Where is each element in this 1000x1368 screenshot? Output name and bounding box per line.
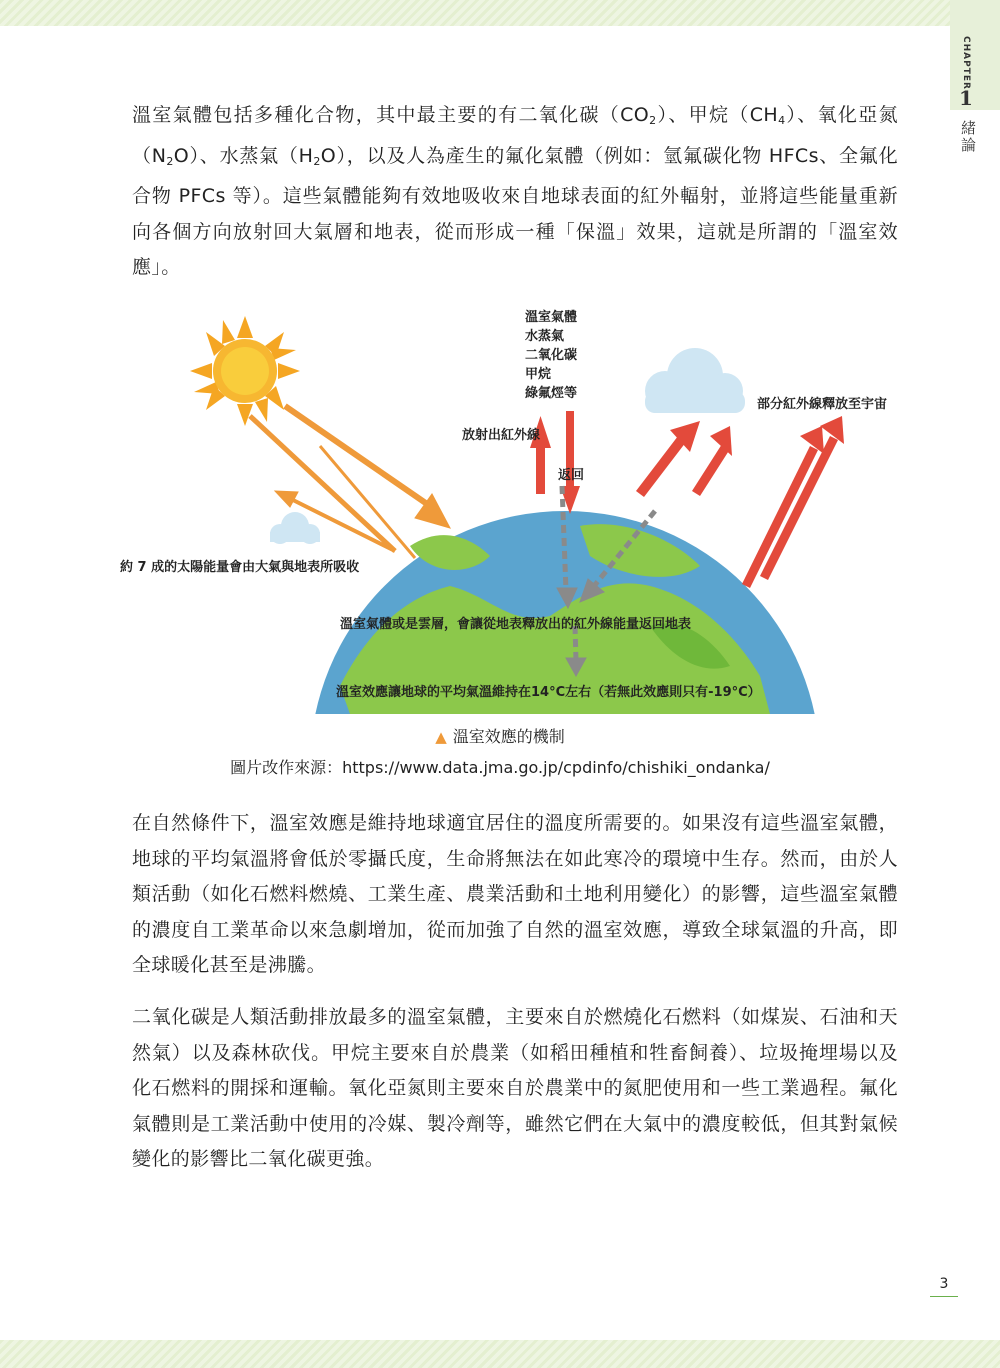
body-paragraph-2: 在自然條件下，溫室效應是維持地球適宜居住的溫度所需要的。如果沒有這些溫室氣體，地球的平均氣溫將會低於零攝氏度，生命將無法在如此寒冷的環境中生存。然而，由於人類活動（如化石燃料燃燒、工業生產、農業活動和土地利用變化）的影響，這些溫室氣體的濃度自工業革命以來急劇增加，從而加強了自然的溫室效應，導致全球氣溫的升高，即全球暖化甚至是沸騰。 xyxy=(132,812,898,976)
figure-source: 圖片改作來源：https://www.data.jma.go.jp/cpdinfo/chishiki_ondanka/ xyxy=(230,758,770,777)
figure-caption: ▲ 溫室效應的機制 xyxy=(435,727,565,746)
gas-list xyxy=(525,308,577,403)
gas-item: 甲烷 xyxy=(525,367,552,382)
small-cloud-icon xyxy=(270,512,320,544)
gas-item: 溫室氣體 xyxy=(525,310,578,325)
body-paragraph-3: 二氧化碳是人類活動排放最多的溫室氣體，主要來自於燃燒化石燃料（如煤炭、石油和天然氣）以及森林砍伐。甲烷主要來自於農業（如稻田種植和牲畜飼養）、垃圾掩埋場以及化石燃料的開採和運輸。氧化亞氮則主要來自於農業中的氮肥使用和一些工業過程。氟化氣體則是工業活動中使用的冷媒、製冷劑等，雖然它們在大氣中的濃度較低，但其對氣候變化的影響比二氧化碳更強。 xyxy=(132,1006,898,1170)
chapter-label: CHAPTER xyxy=(961,36,971,90)
return-label: 返回 xyxy=(558,468,585,483)
greenhouse-diagram xyxy=(110,296,910,714)
cloud-return-label: 溫室氣體或是雲層，會讓從地表釋放出的紅外線能量返回地表 xyxy=(340,617,692,632)
temperature-label: 溫室效應讓地球的平均氣溫維持在14°C左右（若無此效應則只有-19°C） xyxy=(336,685,761,700)
diagram-illustration xyxy=(110,296,910,714)
emit-label: 放射出紅外線 xyxy=(462,428,541,443)
chapter-number: 1 xyxy=(959,86,973,110)
triangle-icon: ▲ xyxy=(435,728,447,746)
bottom-decorative-band xyxy=(0,1340,1000,1368)
page-number: 3 xyxy=(930,1276,958,1297)
top-decorative-band xyxy=(0,0,1000,26)
absorb-label: 約 7 成的太陽能量會由大氣與地表所吸收 xyxy=(120,560,360,575)
space-label: 部分紅外線釋放至宇宙 xyxy=(757,397,888,412)
gas-item: 綠氟烴等 xyxy=(525,386,578,401)
chapter-title: 緒論 xyxy=(959,120,977,154)
gas-item: 水蒸氣 xyxy=(525,329,565,344)
chapter-tab xyxy=(950,0,1000,110)
sun-icon xyxy=(190,316,300,426)
intro-paragraph: 溫室氣體包括多種化合物，其中最主要的有二氧化碳$(CO_2)$、甲烷$(CH_4)$、氧化亞氮$(N_2O)$、水蒸氣$(H_2O)$，以及人為產生的氟化氣體（例如：氫氟碳化物 HFCs、全氟化合物 PFCs 等）。這些氣體能夠有效地吸收來自地球表面的紅外輻射，並將這些能量重新向各個方向放射回大氣層和地表，從而形成一種「保溫」效果，這就是所謂的「溫室效應」。 xyxy=(132,104,899,278)
cloud-icon xyxy=(645,348,745,413)
gas-item: 二氧化碳 xyxy=(525,348,578,363)
